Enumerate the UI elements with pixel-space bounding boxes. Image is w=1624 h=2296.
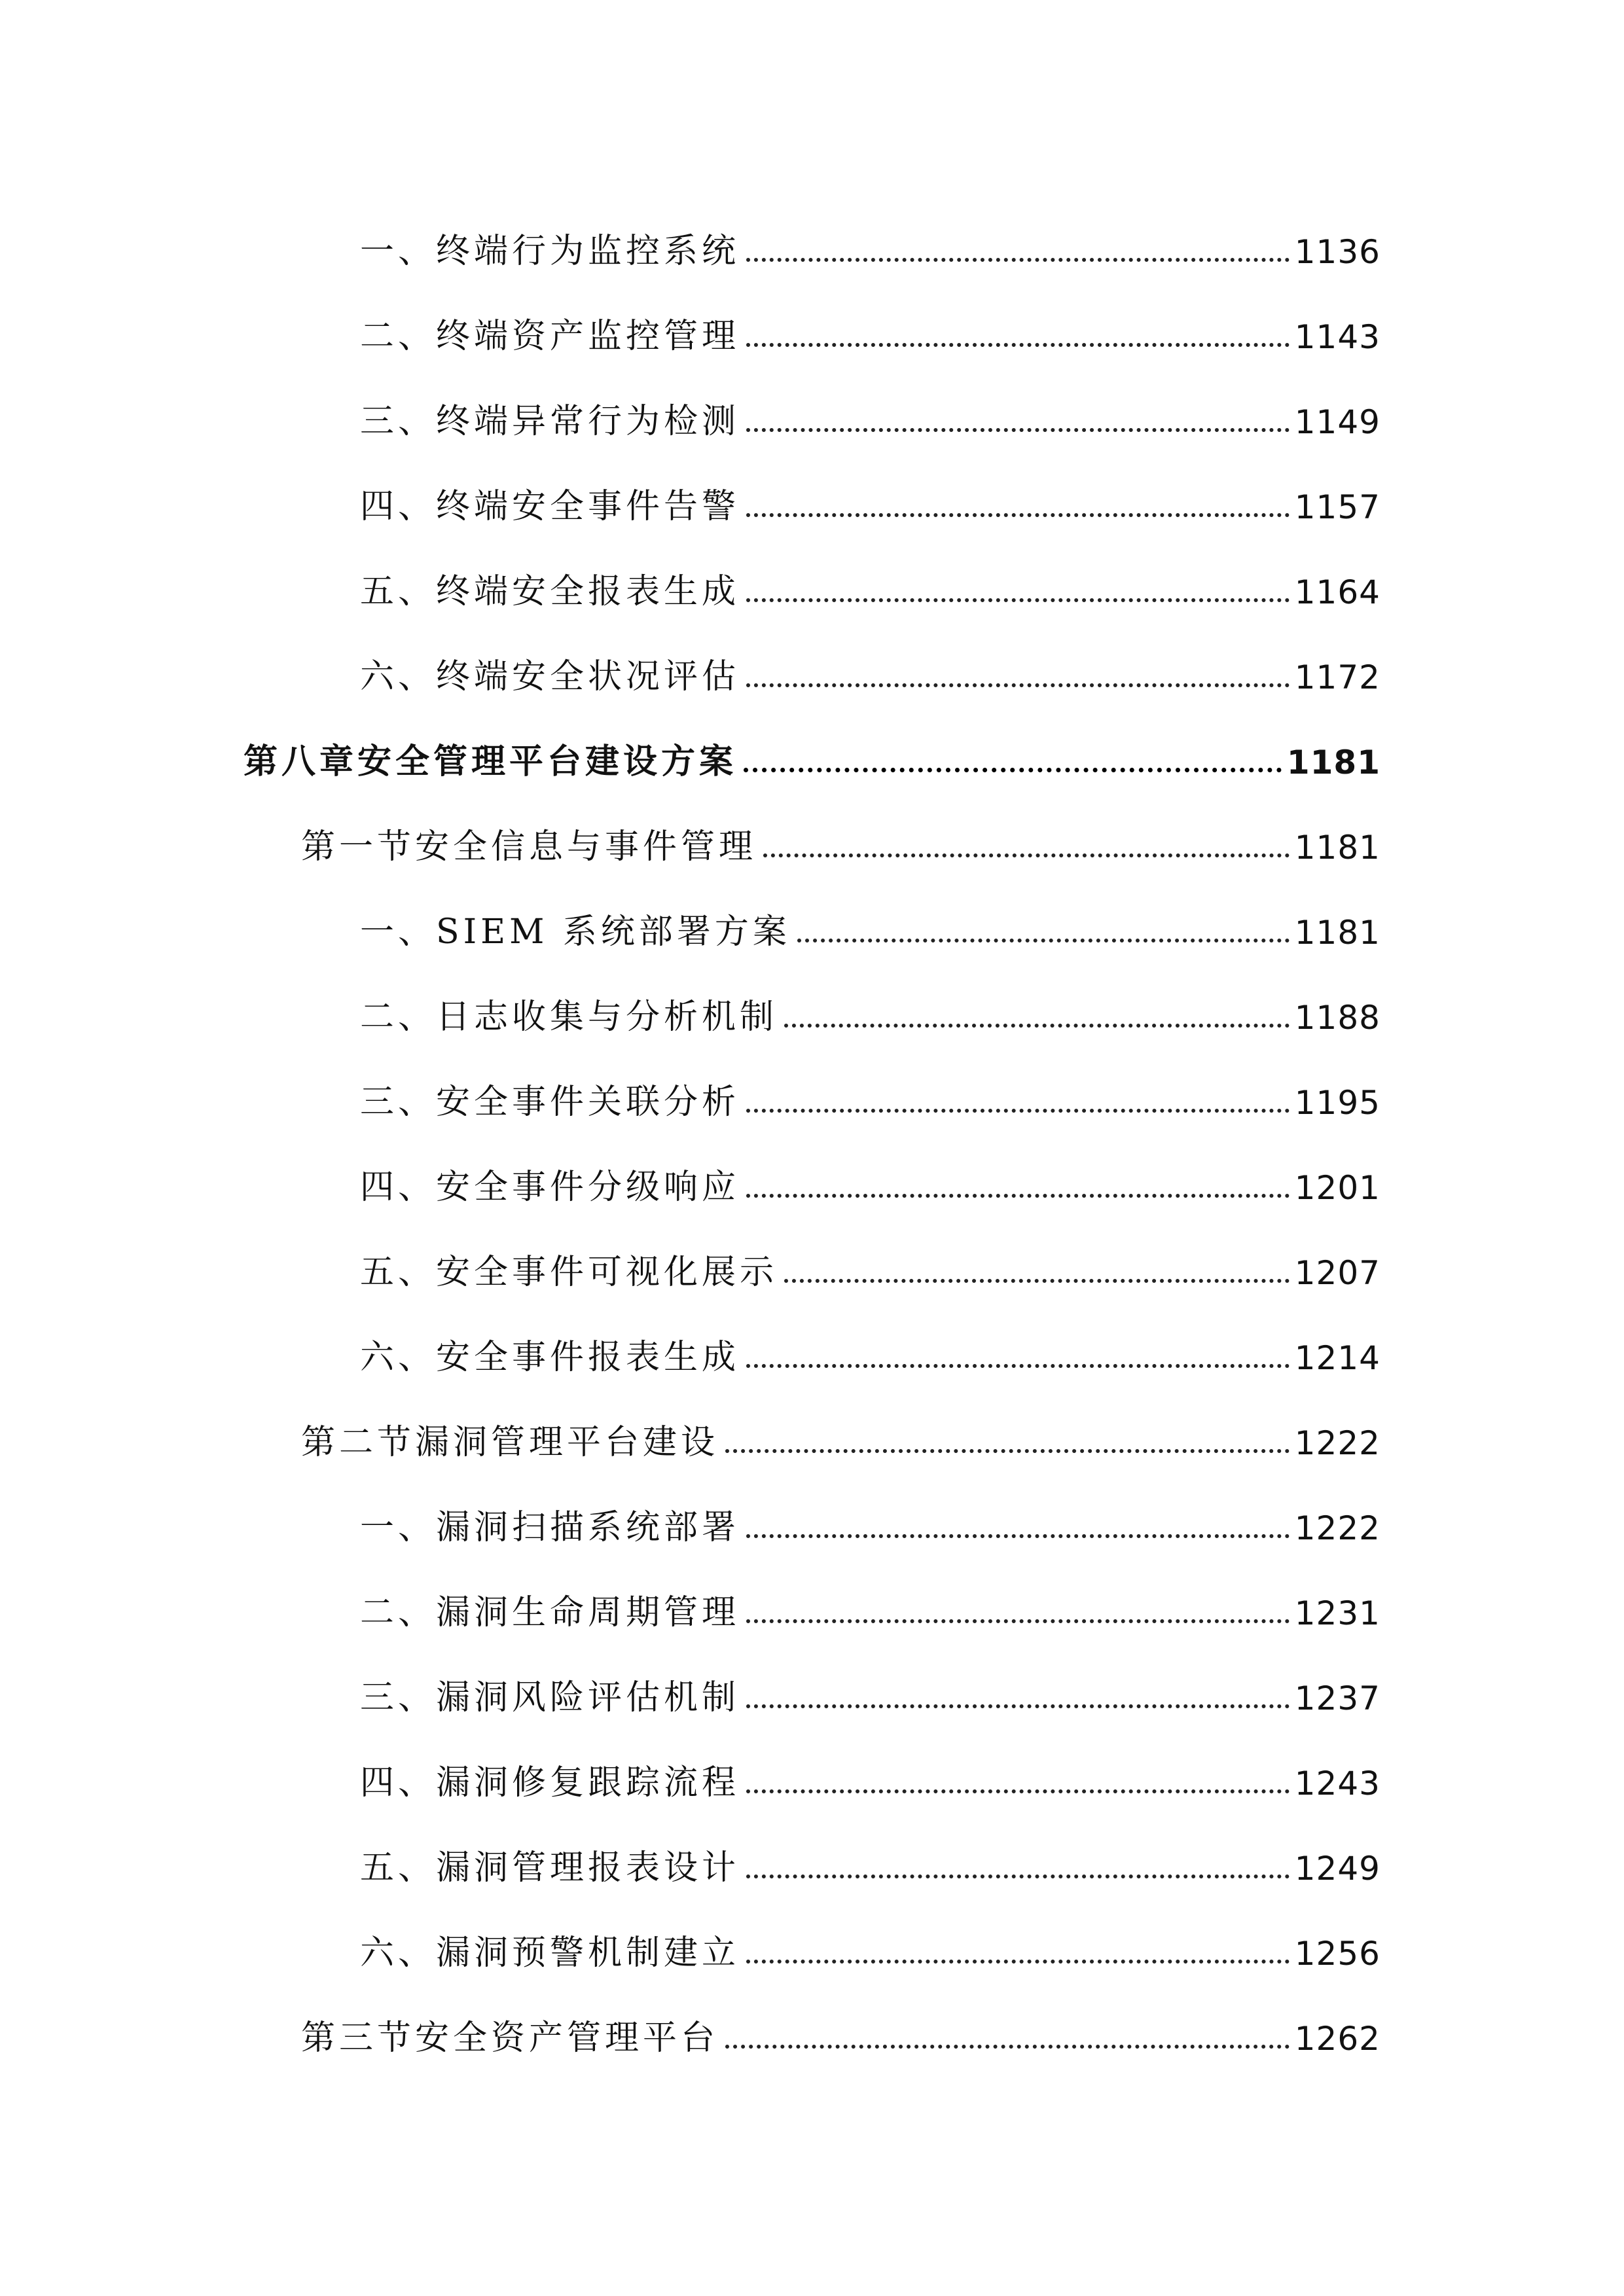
toc-entry-1188[interactable] [360, 975, 1380, 1037]
toc-entry-1243[interactable] [360, 1741, 1380, 1803]
toc-entry-1136[interactable] [360, 209, 1380, 271]
toc-section-3[interactable] [301, 1996, 1380, 2058]
toc-leader-dots [746, 428, 1290, 432]
toc-leader-dots [784, 1279, 1290, 1283]
toc-leader-dots [746, 1789, 1290, 1793]
toc-entry-page: 1172 [1294, 658, 1380, 696]
toc-entry-page: 1157 [1294, 488, 1380, 526]
toc-entry-1256[interactable] [360, 1911, 1380, 1973]
toc-entry-page: 1149 [1294, 403, 1380, 441]
toc-entry-title: 第三节安全资产管理平台 [301, 2018, 719, 2058]
toc-entry-page: 1195 [1294, 1084, 1380, 1122]
toc-entry-1214[interactable] [360, 1316, 1380, 1377]
toc-entry-page: 1143 [1294, 318, 1380, 356]
toc-leader-dots [725, 1449, 1290, 1453]
toc-entry-title: 四、安全事件分级响应 [360, 1168, 740, 1207]
toc-leader-dots [797, 939, 1290, 942]
toc-entry-title: 一、终端行为监控系统 [360, 232, 740, 271]
toc-entry-1172[interactable] [360, 635, 1380, 694]
toc-entry-page: 1256 [1294, 1935, 1380, 1973]
toc-leader-dots [746, 1109, 1290, 1113]
toc-chapter-8[interactable] [244, 720, 1380, 779]
toc-entry-page: 1136 [1294, 233, 1380, 271]
toc-leader-dots [725, 2045, 1290, 2049]
toc-leader-dots [746, 683, 1290, 687]
toc-entry-title: 五、终端安全报表生成 [360, 572, 740, 611]
toc-entry-1207[interactable] [360, 1230, 1380, 1292]
toc-entry-title: 一、漏洞扫描系统部署 [360, 1508, 740, 1547]
toc-leader-dots [784, 1024, 1290, 1028]
toc-leader-dots [746, 1619, 1290, 1623]
toc-entry-title: 二、终端资产监控管理 [360, 317, 740, 356]
toc-entry-1249[interactable] [360, 1826, 1380, 1888]
toc-entry-page: 1222 [1294, 1424, 1380, 1462]
toc-entry-page: 1164 [1294, 573, 1380, 611]
toc-entry-title: 六、终端安全状况评估 [360, 657, 740, 696]
toc-entry-1201[interactable] [360, 1145, 1380, 1207]
toc-entry-title: 五、安全事件可视化展示 [360, 1253, 778, 1292]
toc-entry-title: 第八章安全管理平台建设方案 [244, 742, 738, 781]
toc-entry-page: 1249 [1294, 1850, 1380, 1888]
toc-entry-title: 三、漏洞风险评估机制 [360, 1678, 740, 1717]
toc-entry-page: 1262 [1294, 2020, 1380, 2058]
toc-entry-title: 二、漏洞生命周期管理 [360, 1593, 740, 1632]
toc-entry-page: 1207 [1294, 1254, 1380, 1292]
toc-leader-dots [744, 768, 1282, 772]
toc-entry-1143[interactable] [360, 295, 1380, 356]
toc-entry-title: 六、安全事件报表生成 [360, 1338, 740, 1377]
toc-leader-dots [746, 1534, 1290, 1538]
toc-entry-title: 二、日志收集与分析机制 [360, 997, 778, 1037]
toc-entry-page: 1188 [1294, 999, 1380, 1037]
toc-entry-title: 第二节漏洞管理平台建设 [301, 1423, 719, 1462]
toc-entry-1195[interactable] [360, 1060, 1380, 1122]
toc-leader-dots [746, 258, 1290, 262]
toc-entry-title: 五、漏洞管理报表设计 [360, 1848, 740, 1888]
toc-entry-page: 1181 [1294, 914, 1380, 952]
toc-entry-title: 四、终端安全事件告警 [360, 487, 740, 526]
toc-leader-dots [746, 1194, 1290, 1198]
toc-leader-dots [746, 1874, 1290, 1878]
toc-entry-title: 第一节安全信息与事件管理 [301, 827, 757, 867]
toc-leader-dots [746, 1364, 1290, 1368]
toc-entry-title: 三、终端异常行为检测 [360, 402, 740, 441]
toc-entry-1157[interactable] [360, 465, 1380, 524]
toc-entry-page: 1231 [1294, 1594, 1380, 1632]
toc-entry-1231[interactable] [360, 1571, 1380, 1630]
toc-entry-page: 1222 [1294, 1509, 1380, 1547]
toc-entry-1164[interactable] [360, 550, 1380, 609]
toc-entry-page: 1181 [1286, 744, 1380, 781]
toc-leader-dots [746, 1960, 1290, 1964]
toc-entry-title: 三、安全事件关联分析 [360, 1083, 740, 1122]
toc-section-2[interactable] [301, 1401, 1380, 1460]
toc-entry-page: 1237 [1294, 1679, 1380, 1717]
toc-entry-1222[interactable] [360, 1486, 1380, 1545]
toc-leader-dots [746, 1704, 1290, 1708]
toc-entry-page: 1214 [1294, 1339, 1380, 1377]
toc-leader-dots [746, 343, 1290, 347]
toc-entry-1181[interactable] [360, 890, 1380, 952]
toc-entry-title: 一、SIEM 系统部署方案 [360, 912, 791, 952]
toc-leader-dots [763, 853, 1290, 857]
toc-entry-page: 1243 [1294, 1765, 1380, 1803]
toc-section-1[interactable] [301, 805, 1380, 867]
toc-entry-1149[interactable] [360, 380, 1380, 439]
toc-entry-title: 四、漏洞修复跟踪流程 [360, 1763, 740, 1803]
toc-leader-dots [746, 598, 1290, 602]
toc-entry-page: 1201 [1294, 1169, 1380, 1207]
toc-entry-title: 六、漏洞预警机制建立 [360, 1933, 740, 1973]
toc-entry-page: 1181 [1294, 829, 1380, 867]
toc-entry-1237[interactable] [360, 1656, 1380, 1715]
toc-leader-dots [746, 513, 1290, 517]
